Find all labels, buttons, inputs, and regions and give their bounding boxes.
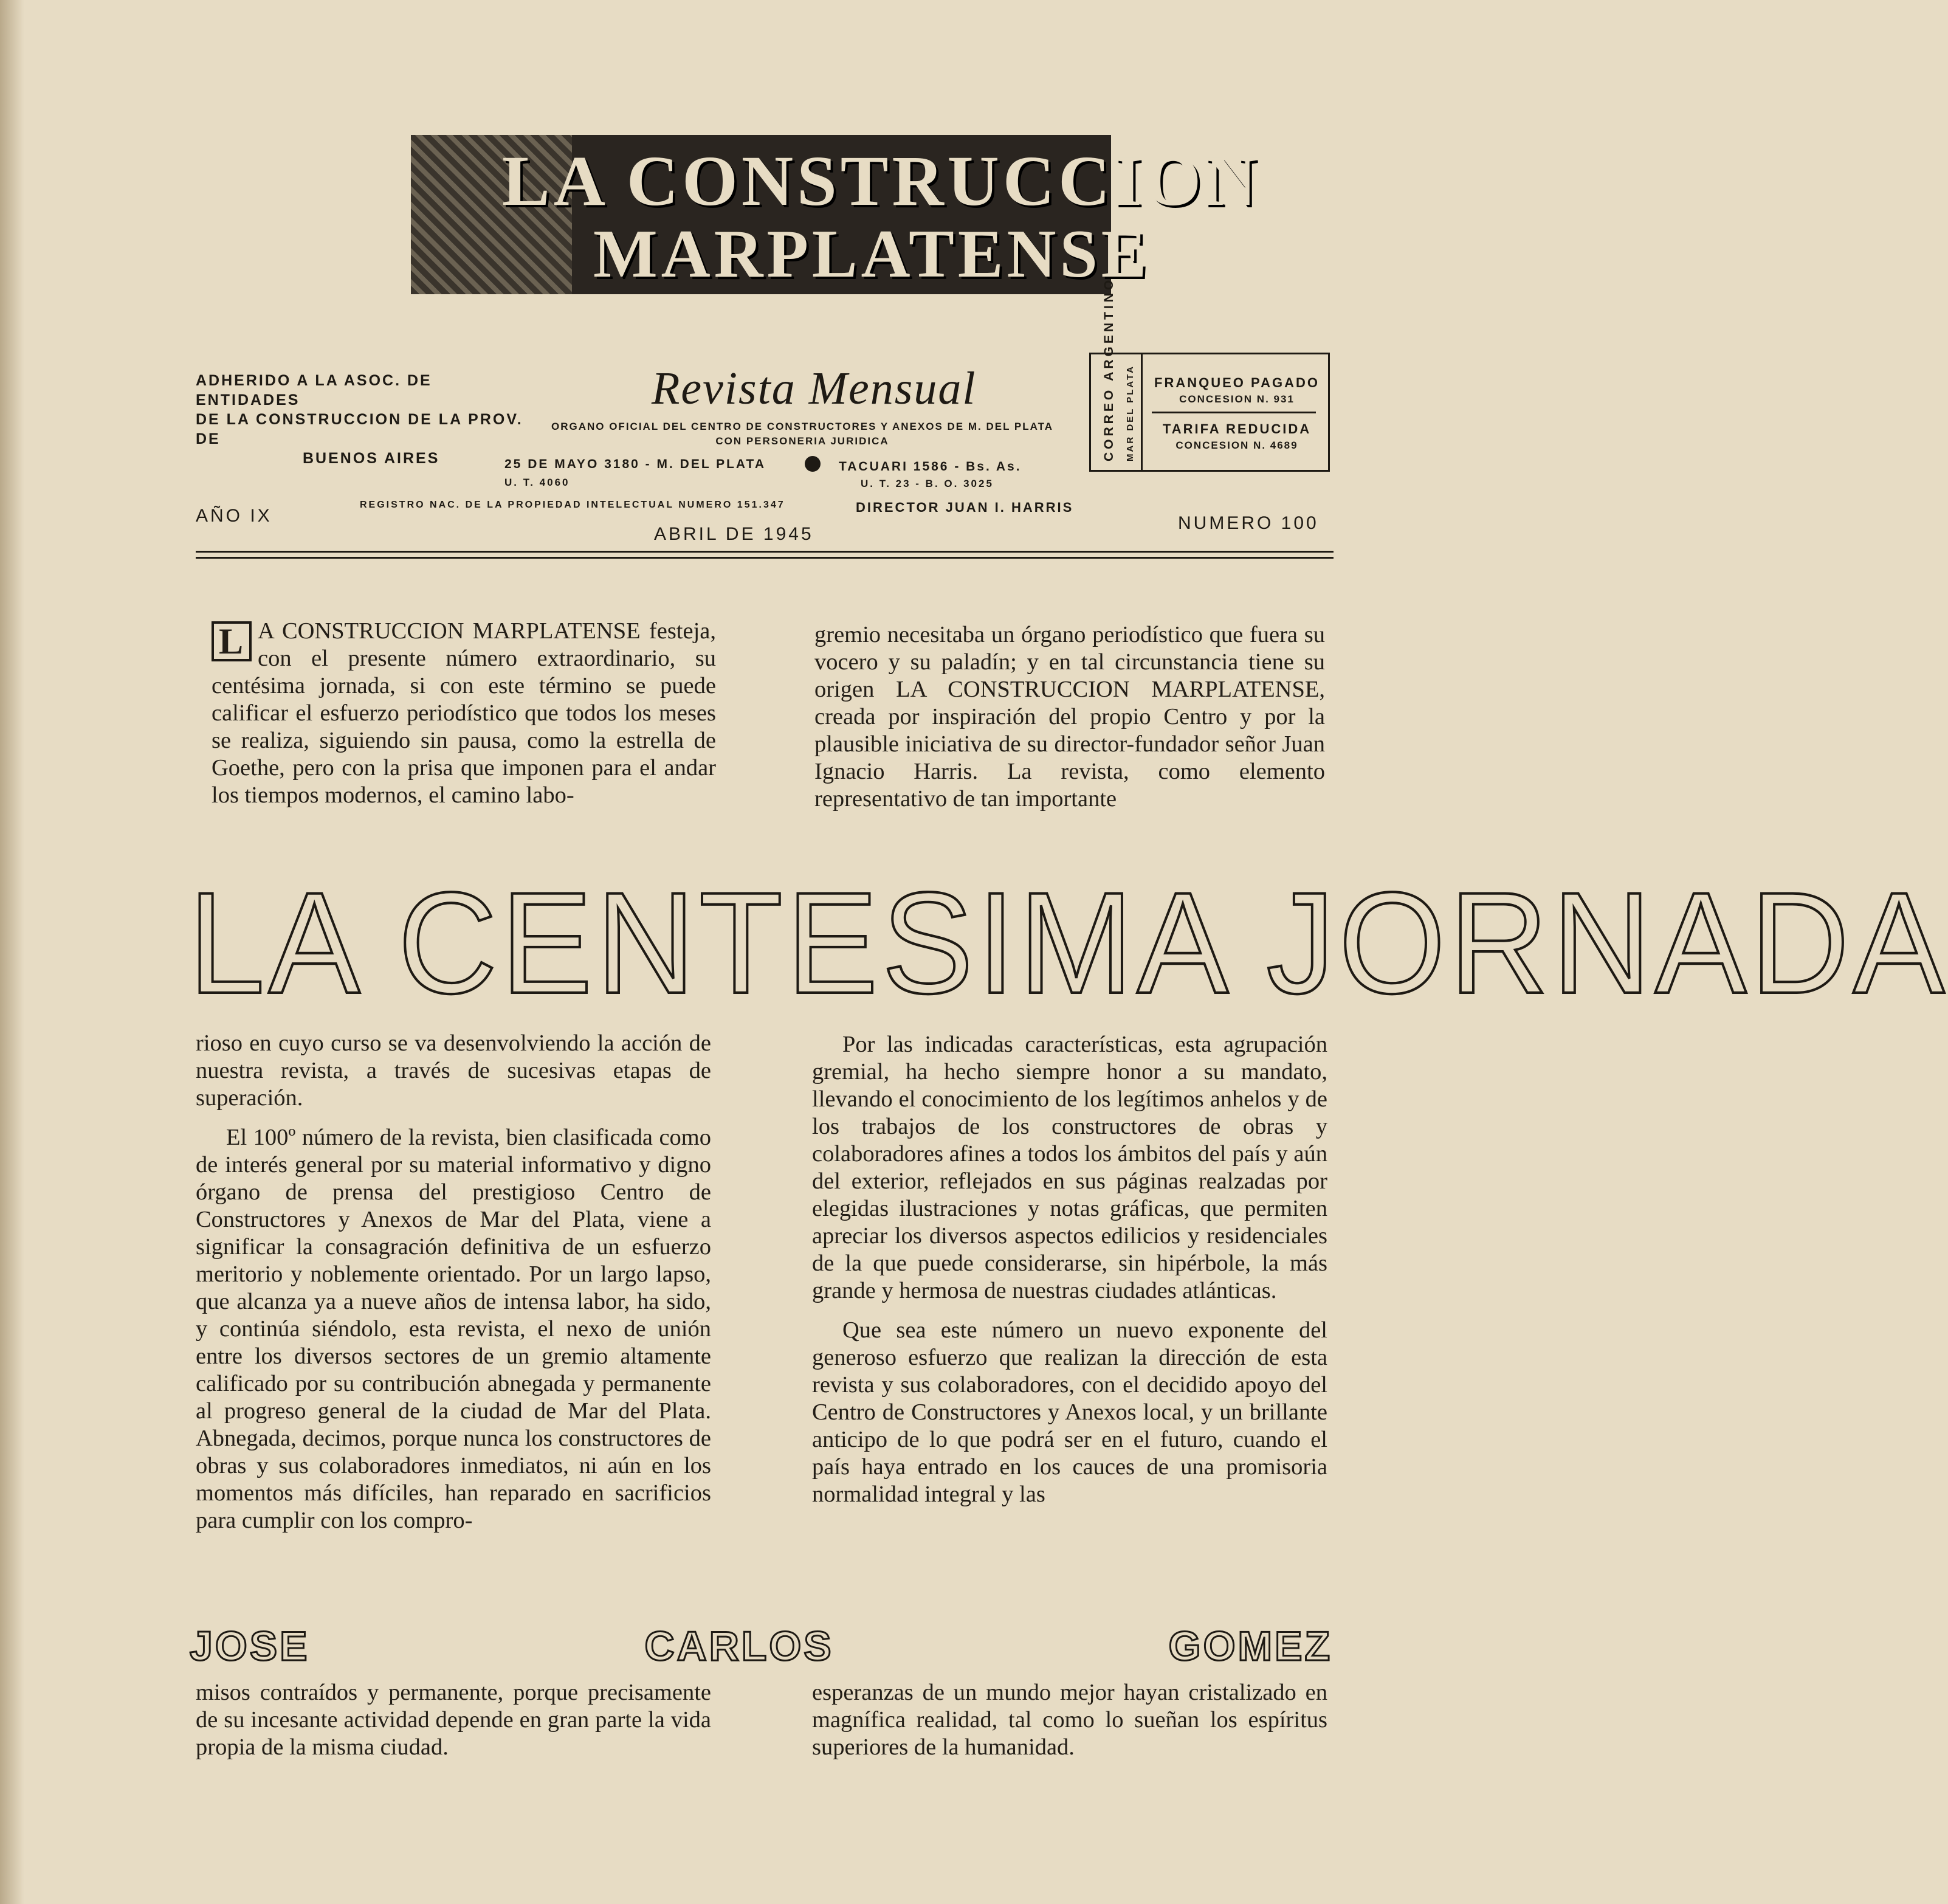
article-top-left xyxy=(212,618,716,809)
paragraph: rioso en cuyo curso se va desenvolviendo la acción de nuestra revista, a través de sucesivas etapas de superación. xyxy=(196,1030,711,1111)
article-title: LA CENTESIMA JORNADA xyxy=(188,861,1948,1024)
stamp-tarifa: TARIFA REDUCIDA xyxy=(1162,421,1312,436)
stamp-franqueo: FRANQUEO PAGADO xyxy=(1154,375,1320,390)
revista-mensual: Revista Mensual xyxy=(652,363,977,414)
article-mid-right xyxy=(812,1031,1327,1508)
drop-cap: L xyxy=(212,621,252,661)
fecha: ABRIL DE 1945 xyxy=(654,524,814,544)
address-mar-del-plata: 25 DE MAYO 3180 - M. DEL PLATA xyxy=(504,457,766,471)
paragraph: misos contraídos y permanente, porque precisamente de su incesante actividad depende en gran parte la vida propia de la misma ciudad. xyxy=(196,1680,711,1760)
paragraph: El 100º número de la revista, bien clasificada como de interés general por su material informativo y digno órgano de prensa del prestigioso Centro de Constructores y Anexos de Mar del Plata, viene a significar la consagración definitiva de un esfuerzo meritorio y noblemente orientado. Por un largo lapso, que alcanza ya a nueve años de intensa labor, ha sido, y continúa siéndolo, esta revista, el nexo de unión entre los diversos sectores de un gremio altamente calificado por su contribución abnegada y permanente al progreso general de la ciudad de Mar del Plata. Abnegada, decimos, porque nunca los constructores de obras y sus colaboradores inmediatos, ni aún en los momentos más difíciles, han reparado en sacrificios para cumplir con los compro- xyxy=(196,1125,711,1533)
organo-line: CON PERSONERIA JURIDICA xyxy=(715,435,889,447)
stamp-correo: CORREO ARGENTINO xyxy=(1102,277,1116,461)
paragraph: Que sea este número un nuevo exponente del generoso esfuerzo que realizan la dirección de esta revista y sus colaboradores, con el decidido apoyo del Centro de Constructores y Anexos local, y un brillante anticipo de lo que podrá ser en el futuro, cuando el país haya entrado en los cauces de una promisoria normalidad integral y las xyxy=(812,1317,1327,1507)
stamp-concesion-1: CONCESION N. 931 xyxy=(1179,393,1295,405)
article-bottom-right xyxy=(812,1679,1327,1761)
stamp-mar-del-plata: MAR DEL PLATA xyxy=(1125,365,1135,461)
masthead-line1: LA CONSTRUCCION xyxy=(502,141,1261,221)
page-binding-edge xyxy=(0,0,24,1904)
phone-mar-del-plata: U. T. 4060 xyxy=(504,477,570,488)
adherido-line: DE LA CONSTRUCCION DE LA PROV. DE xyxy=(196,411,523,447)
masthead-line2: MARPLATENSE xyxy=(593,216,1151,292)
stamp-divider xyxy=(1152,412,1316,413)
article-bottom-left xyxy=(196,1679,711,1761)
postal-stamp-box xyxy=(1089,277,1330,472)
anio: AÑO IX xyxy=(196,506,272,526)
phone-buenos-aires: U. T. 23 - B. O. 3025 xyxy=(861,478,994,489)
masthead-logo xyxy=(411,135,1261,294)
adherido-line: BUENOS AIRES xyxy=(303,450,440,467)
article-mid-left xyxy=(196,1030,711,1534)
article-top-right xyxy=(814,621,1325,813)
organo-line: ORGANO OFICIAL DEL CENTRO DE CONSTRUCTORES Y ANEXOS DE M. DEL PLATA xyxy=(551,421,1054,432)
numero: NUMERO 100 xyxy=(1178,513,1319,533)
registro-propiedad: REGISTRO NAC. DE LA PROPIEDAD INTELECTUAL NUMERO 151.347 xyxy=(360,500,785,510)
article-top-left-text: A CONSTRUCCION MARPLATENSE festeja, con el presente número extraordinario, su centésima jornada, si con este término se puede calificar el esfuerzo periodístico que todos los meses se realiza, siguiendo sin pausa, como la estrella de Goethe, pero con la prisa que imponen para el andar los tiempos modernos, el camino labo- xyxy=(212,618,716,808)
address-buenos-aires: TACUARI 1586 - Bs. As. xyxy=(839,460,1022,474)
bullet-dot-icon xyxy=(805,456,821,472)
paragraph: Por las indicadas características, esta agrupación gremial, ha hecho siempre honor a su mandato, llevando el conocimiento de los legítimos anhelos y de los trabajos de los constructores de obras y colaboradores afines a todos los ámbitos del país y aún del exterior, reflejados en sus páginas realzadas por elegidas ilustraciones y notas gráficas, que permiten apreciar los diversos aspectos edilicios y residenciales de la que puede considerarse, sin hipérbole, la más grande y hermosa de nuestras ciudades atlánticas. xyxy=(812,1032,1327,1303)
header-rule-bottom xyxy=(196,557,1334,559)
author-byline: JOSE CARLOS GOMEZ xyxy=(190,1623,1332,1669)
stamp-concesion-2: CONCESION N. 4689 xyxy=(1175,440,1298,451)
adherido-block xyxy=(196,371,536,468)
director: DIRECTOR JUAN I. HARRIS xyxy=(856,500,1074,515)
organo-oficial xyxy=(535,419,1070,449)
header-rule-top xyxy=(196,551,1334,553)
stamp-vertical-panel xyxy=(1096,277,1143,470)
paragraph: esperanzas de un mundo mejor hayan cristalizado en magnífica realidad, tal como lo sueñan los espíritus superiores de la humanidad. xyxy=(812,1680,1327,1760)
adherido-line: ADHERIDO A LA ASOC. DE ENTIDADES xyxy=(196,372,432,409)
article-top-right-text: gremio necesitaba un órgano periodístico que fuera su vocero y su paladín; y en tal circunstancia tiene su origen LA CONSTRUCCION MARPLATENSE, creada por inspiración del propio Centro y por la plausible iniciativa de su director-fundador señor Juan Ignacio Harris. La revista, como elemento representativo de tan importante xyxy=(814,622,1325,812)
